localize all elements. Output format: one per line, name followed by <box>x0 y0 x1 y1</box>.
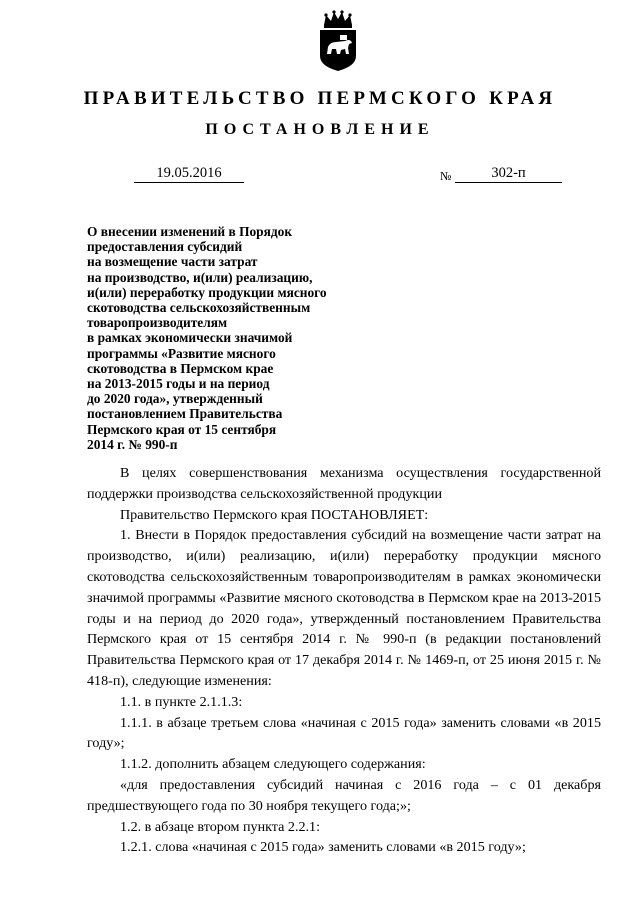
body-paragraph: 1.1. в пункте 2.1.1.3: <box>120 693 243 710</box>
body-paragraph: Правительство Пермского края ПОСТАНОВЛЯЕТ: <box>120 506 429 523</box>
subject-line: О внесении изменений в Порядок <box>87 224 293 239</box>
subject-line: на возмещение части затрат <box>87 254 258 270</box>
subject-line: программы «Развитие мясного <box>87 345 276 361</box>
body-paragraph: 1.1.2. дополнить абзацем следующего содержания: <box>120 756 426 773</box>
subject-line: предоставления субсидий <box>87 239 243 255</box>
body-paragraph: 1. Внести в Порядок предоставления субсидий на возмещение части затрат на производство, и(или) реализацию, и(или) переработку продукции мясного скотоводства сельскохозяйственным товаропроизводителям в рамках экономически значимой программы «Развитие мясного скотоводства в Пермском крае на 2013-2015 годы и на период до 2020 года», утвержденный постановлением Правительства Пермского края от 15 сентября 2014 г. № 990-п (в редакции постановлений Правительства Пермского края от 17 декабря 2014 г. № 1469-п, от 25 июня 2015 г. № 418-п), следующие изменения: <box>87 527 601 689</box>
number-sign: № <box>440 169 452 183</box>
subject-line: и(или) переработку продукции мясного <box>87 284 327 300</box>
subject-line: товаропроизводителям <box>87 315 228 331</box>
subject-line: Пермского края от 15 сентября <box>87 421 277 437</box>
document-subject <box>87 224 387 452</box>
body-paragraph: 1.1.1. в абзаце третьем слова «начиная с 2015 года» заменить словами «в 2015 году»; <box>87 714 601 752</box>
coat-of-arms-emblem <box>315 10 361 72</box>
subject-line: скотоводства в Пермском крае <box>87 360 274 376</box>
subject-line: 2014 г. № 990-п <box>87 436 178 452</box>
government-name: ПРАВИТЕЛЬСТВО ПЕРМСКОГО КРАЯ <box>83 88 557 109</box>
body-paragraph: 1.2.1. слова «начиная с 2015 года» заменить словами «в 2015 году»; <box>120 839 526 856</box>
document-type: ПОСТАНОВЛЕНИЕ <box>205 121 435 138</box>
document-date: 19.05.2016 <box>134 164 244 183</box>
subject-line: в рамках экономически значимой <box>87 330 293 346</box>
body-paragraph: «для предоставления субсидий начиная с 2016 года – с 01 декабря предшествующего года по 30 ноября текущего года;»; <box>87 776 601 814</box>
subject-line: на производство, и(или) реализацию, <box>87 269 313 285</box>
subject-line: скотоводства сельскохозяйственным <box>87 300 311 316</box>
body-paragraph: 1.2. в абзаце втором пункта 2.2.1: <box>120 818 321 835</box>
document-body <box>87 463 601 858</box>
subject-line: на 2013-2015 годы и на период <box>87 376 270 392</box>
subject-line: постановлением Правительства <box>87 406 283 422</box>
document-number: 302-п <box>455 164 562 183</box>
subject-line: до 2020 года», утвержденный <box>87 391 263 407</box>
body-paragraph: В целях совершенствования механизма осуществления государственной поддержки производства сельскохозяйственной продукции <box>87 465 601 502</box>
